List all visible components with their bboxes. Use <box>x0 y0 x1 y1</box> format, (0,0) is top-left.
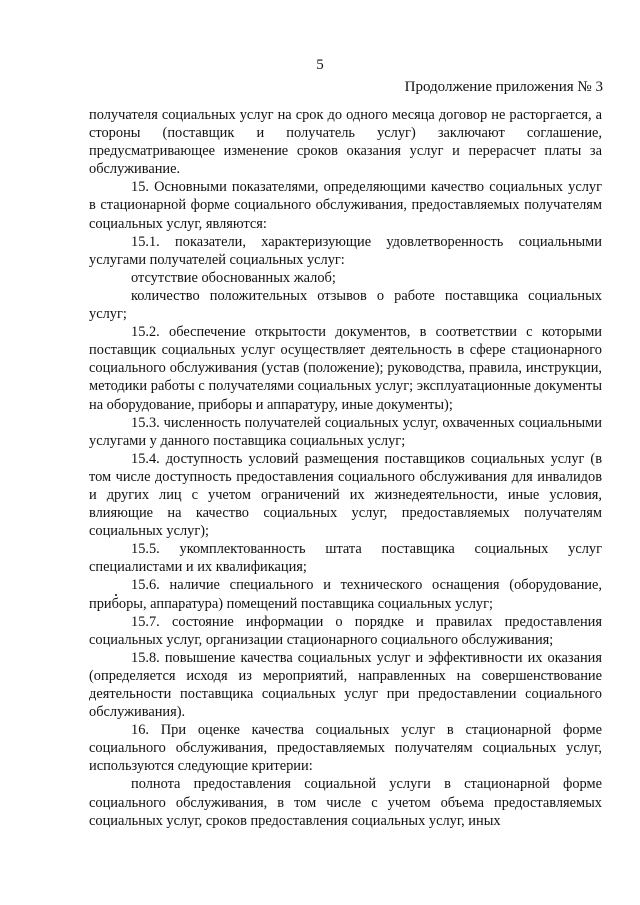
appendix-continuation-note: Продолжение приложения № 3 <box>404 79 603 95</box>
paragraph: 15.5. укомплектованность штата поставщика социальных услуг специалистами и их квалификация; <box>89 541 602 576</box>
paragraph: 15.2. обеспечение открытости документов, в соответствии с которыми поставщик социальных услуг осуществляет деятельность в сфере стационарного социального обслуживания (устав (положение); руководства, правила, инструкции, методики работы с получателями социальных услуг; эксплуатационные документы на оборудование, приборы и аппаратуру, иные документы); <box>89 324 602 413</box>
paragraph: 16. При оценке качества социальных услуг в стационарной форме социального обслуживания, предоставляемых получателям социальных услуг, используются следующие критерии: <box>89 722 602 775</box>
paragraph: получателя социальных услуг на срок до одного месяца договор не расторгается, а стороны (поставщик и получатель услуг) заключают соглашение, предусматривающее изменение сроков оказания услуг и перерасчет платы за обслуживание. <box>89 107 602 178</box>
paragraph: 15.7. состояние информации о порядке и правилах предоставления социальных услуг, организации стационарного социального обслуживания; <box>89 613 602 648</box>
paragraph: 15.3. численность получателей социальных услуг, охваченных социальными услугами у данного поставщика социальных услуг; <box>89 414 602 449</box>
paragraph: полнота предоставления социальной услуги в стационарной форме социального обслуживания, в том числе с учетом объема предоставляемых социальных услуг, сроков предоставления социальных услуг, иных <box>89 776 602 829</box>
paragraph: 15.8. повышение качества социальных услуг и эффективности их оказания (определяется исходя из мероприятий, направленных на совершенствование деятельности поставщика социальных услуг при предоставлении социального обслуживания). <box>89 649 602 721</box>
paragraph: количество положительных отзывов о работе поставщика социальных услуг; <box>89 287 602 323</box>
paragraph: 15.1. показатели, характеризующие удовлетворенность социальными услугами получателей социальных услуг: <box>89 233 602 268</box>
paragraph: 15.4. доступность условий размещения поставщиков социальных услуг (в том числе доступность предоставления социального обслуживания для инвалидов и других лиц с учетом ограничений их жизнедеятельности, иные условия, влияющие на качество социальных услуг, предоставляемых получателям социальных услуг); <box>89 450 602 540</box>
document-body <box>89 106 602 830</box>
paragraph: 15. Основными показателями, определяющими качество социальных услуг в стационарной форме социального обслуживания, предоставляемых получателям социальных услуг, являются: <box>89 179 602 232</box>
paragraph: 15.6. наличие специального и технического оснащения (оборудование, приборы, аппаратура) помещений поставщика социальных услуг; <box>89 577 602 612</box>
paragraph: отсутствие обоснованных жалоб; <box>131 269 336 286</box>
page-number: 5 <box>316 57 324 73</box>
